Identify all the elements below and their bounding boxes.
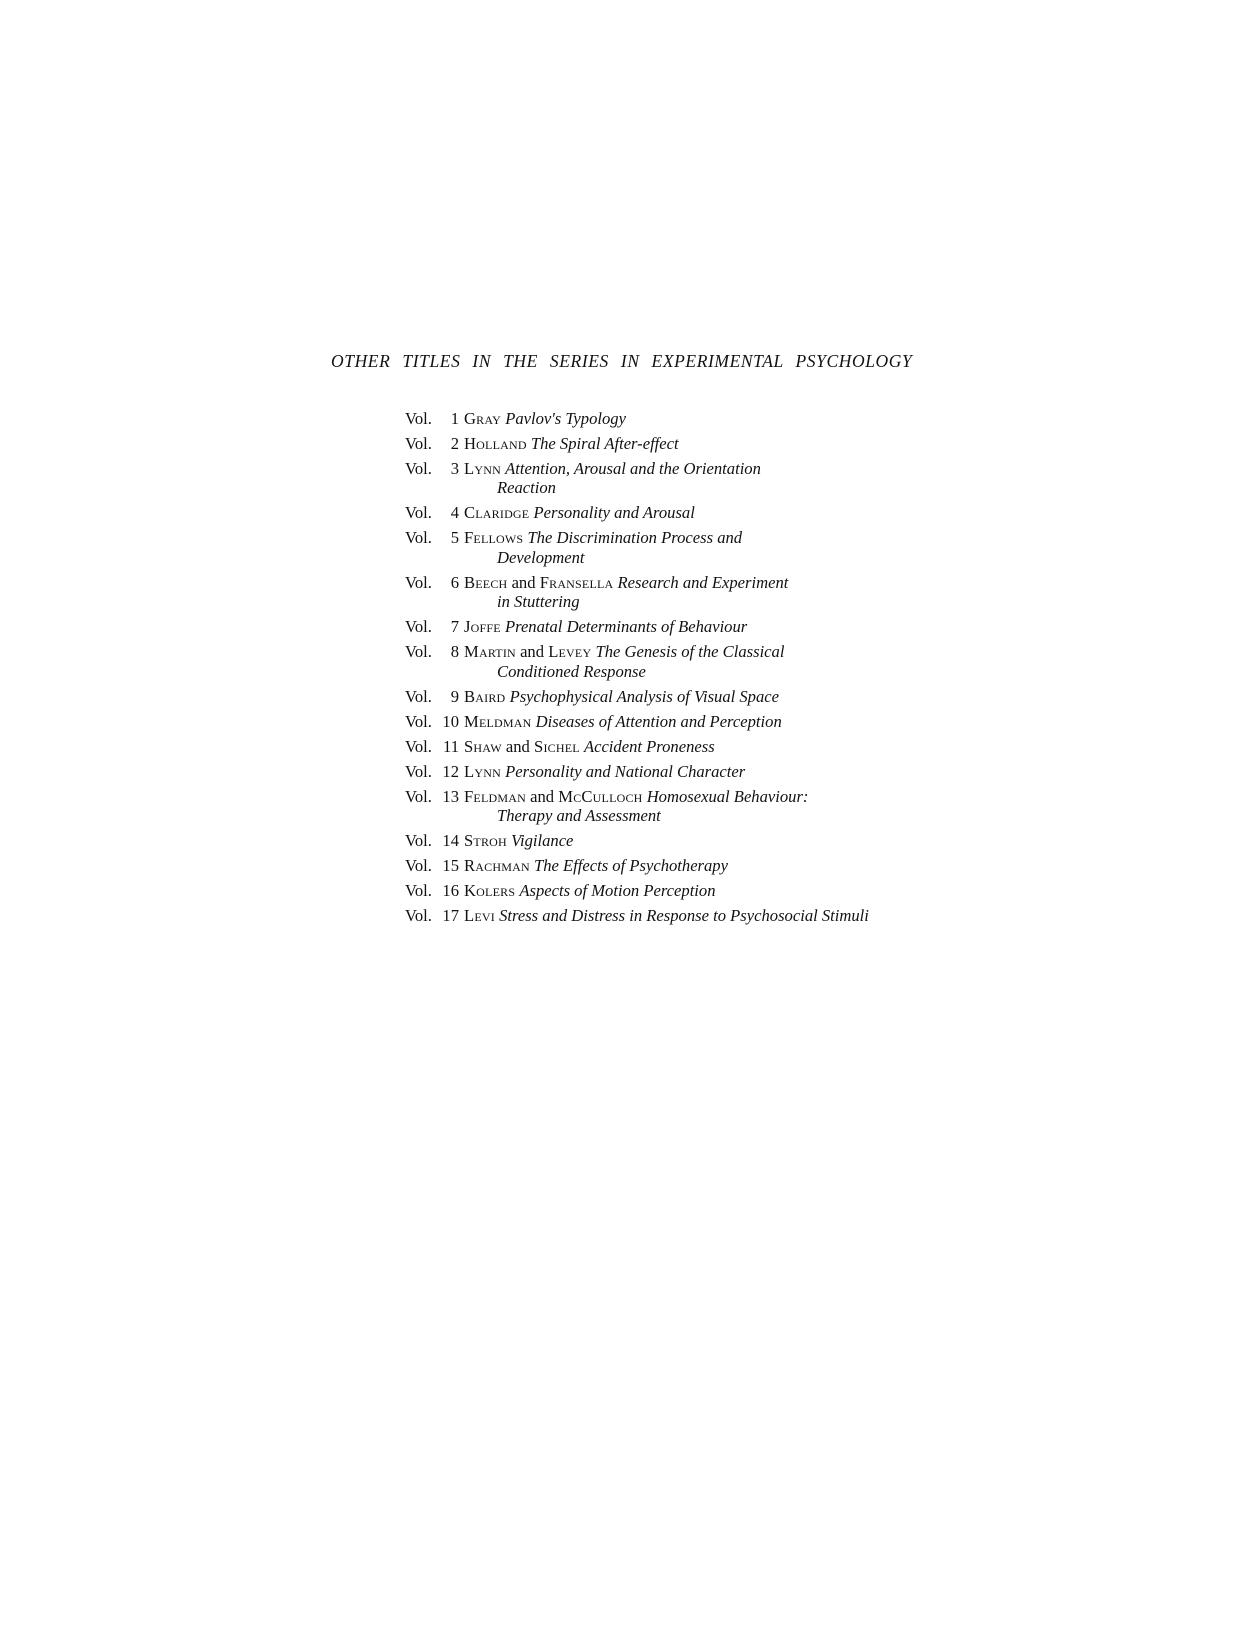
author-name: Fransella (539, 572, 614, 592)
book-title: Vigilance (511, 831, 574, 851)
author-name: Lynn (464, 761, 501, 781)
volume-label: Vol. (405, 711, 432, 731)
book-title: Diseases of Attention and Perception (535, 711, 782, 731)
volume-number: 12 (442, 761, 459, 781)
series-entry (405, 617, 1025, 636)
book-title: The Spiral After-effect (530, 434, 679, 453)
entry-first-line (405, 906, 1025, 925)
volume-label: Vol. (405, 856, 432, 876)
book-title-continuation: Conditioned Response (497, 661, 646, 681)
entry-first-line (405, 409, 1025, 428)
series-entry (405, 762, 1025, 781)
series-entry (405, 906, 1025, 925)
volume-number: 14 (442, 831, 459, 851)
author-name: Kolers (464, 881, 516, 901)
series-entry (405, 409, 1025, 428)
volume-number: 7 (450, 617, 459, 637)
entry-first-line (405, 528, 1025, 547)
entry-first-line (405, 856, 1025, 875)
entry-first-line (405, 762, 1025, 781)
book-title: Pavlov's Typology (505, 409, 626, 428)
entry-first-line (405, 787, 1025, 806)
book-title: Personality and Arousal (533, 503, 695, 523)
book-title: The Genesis of the Classical (595, 642, 785, 662)
author-name: Lynn (464, 459, 501, 478)
book-title: Homosexual Behaviour: (646, 786, 809, 806)
volume-label: Vol. (405, 831, 432, 851)
author-name: Feldman (464, 786, 526, 806)
series-entry (405, 434, 1025, 453)
series-entry (405, 737, 1025, 756)
series-heading: OTHER TITLES IN THE SERIES IN EXPERIMENTAL PSYCHOLOGY (331, 351, 913, 371)
volume-number: 15 (442, 856, 459, 876)
author-name: Shaw (464, 736, 502, 756)
book-title-continuation: Development (497, 547, 585, 567)
volume-label: Vol. (405, 503, 432, 523)
author-name: Meldman (464, 711, 532, 731)
author-name: Stroh (464, 831, 507, 851)
volume-label: Vol. (405, 459, 432, 478)
author-name: McCulloch (558, 786, 643, 806)
entry-first-line (405, 573, 1025, 592)
entry-first-line (405, 831, 1025, 850)
entry-first-line (405, 737, 1025, 756)
author-name: Baird (464, 686, 506, 706)
volume-number: 5 (450, 528, 459, 548)
book-title: Attention, Arousal and the Orientation (505, 459, 761, 478)
author-name: Rachman (464, 856, 530, 876)
author-name: Gray (464, 409, 502, 428)
book-title: Stress and Distress in Response to Psychosocial Stimuli (499, 906, 869, 926)
author-name: Levi (464, 906, 495, 926)
author-conjunction: and (530, 786, 555, 806)
author-conjunction: and (520, 642, 545, 662)
series-entry (405, 856, 1025, 875)
entry-first-line (405, 881, 1025, 900)
series-entry (405, 687, 1025, 706)
volume-label: Vol. (405, 881, 432, 901)
author-name: Levey (548, 642, 592, 662)
book-title: Accident Proneness (583, 736, 715, 756)
volume-label: Vol. (405, 572, 432, 592)
author-name: Joffe (464, 617, 501, 637)
author-name: Beech (464, 572, 508, 592)
series-entry (405, 503, 1025, 522)
book-title: The Effects of Psychotherapy (533, 856, 728, 876)
volume-number: 11 (443, 736, 459, 756)
book-title: Psychophysical Analysis of Visual Space (509, 686, 780, 706)
entry-first-line (405, 642, 1025, 661)
volume-label: Vol. (405, 409, 432, 428)
volume-number: 3 (450, 459, 459, 478)
series-entry (405, 459, 1025, 498)
volume-label: Vol. (405, 686, 432, 706)
author-name: Claridge (464, 503, 530, 523)
book-title: Research and Experiment (617, 572, 789, 592)
volume-number: 6 (450, 572, 459, 592)
series-entry (405, 642, 1025, 681)
book-title: The Discrimination Process and (527, 528, 743, 548)
volume-label: Vol. (405, 906, 432, 926)
book-title-continuation: in Stuttering (497, 592, 580, 612)
volume-label: Vol. (405, 761, 432, 781)
volume-number: 16 (442, 881, 459, 901)
book-title: Prenatal Determinants of Behaviour (504, 617, 748, 637)
series-entry (405, 712, 1025, 731)
author-conjunction: and (511, 572, 536, 592)
entry-first-line (405, 617, 1025, 636)
entry-first-line (405, 503, 1025, 522)
author-conjunction: and (505, 736, 530, 756)
author-name: Martin (464, 642, 516, 662)
volume-number: 8 (450, 642, 459, 662)
book-title-continuation: Reaction (497, 478, 556, 498)
author-name: Sichel (534, 736, 580, 756)
entry-first-line (405, 459, 1025, 478)
book-title: Aspects of Motion Perception (519, 881, 716, 901)
volume-number: 17 (442, 906, 459, 926)
volume-label: Vol. (405, 642, 432, 662)
series-entry (405, 787, 1025, 826)
volume-number: 13 (442, 786, 459, 806)
volume-label: Vol. (405, 786, 432, 806)
series-entry (405, 831, 1025, 850)
volume-number: 4 (450, 503, 459, 523)
entry-first-line (405, 434, 1025, 453)
entry-first-line (405, 712, 1025, 731)
series-entry (405, 573, 1025, 612)
series-title-list (405, 409, 1025, 931)
volume-number: 1 (450, 409, 459, 428)
author-name: Holland (464, 434, 527, 453)
volume-label: Vol. (405, 736, 432, 756)
volume-number: 2 (450, 434, 459, 453)
series-entry (405, 881, 1025, 900)
book-title: Personality and National Character (505, 761, 746, 781)
book-title-continuation: Therapy and Assessment (497, 806, 661, 826)
volume-number: 10 (442, 711, 459, 731)
volume-label: Vol. (405, 528, 432, 548)
volume-number: 9 (450, 686, 459, 706)
volume-label: Vol. (405, 434, 432, 453)
series-entry (405, 528, 1025, 567)
entry-first-line (405, 687, 1025, 706)
volume-label: Vol. (405, 617, 432, 637)
author-name: Fellows (464, 528, 524, 548)
